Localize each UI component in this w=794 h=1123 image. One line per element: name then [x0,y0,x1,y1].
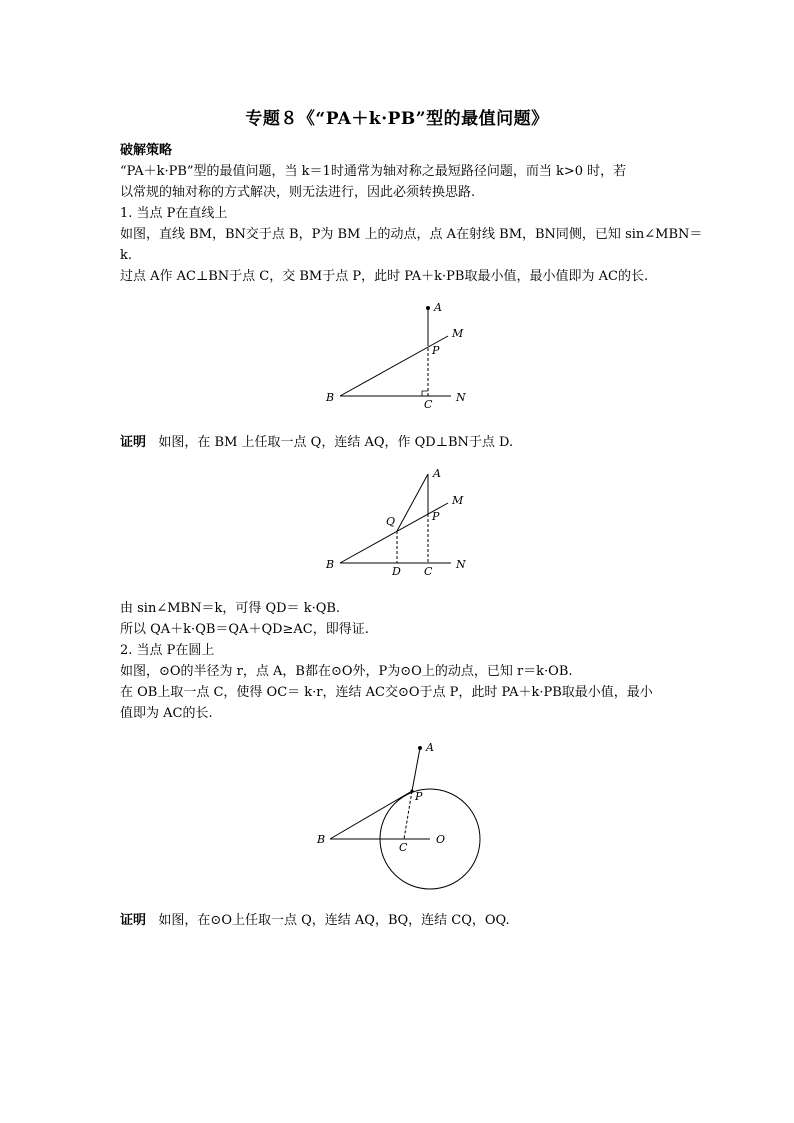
case2-heading: 2. 当点 P在圆上 [120,643,215,658]
label-B: B [326,558,335,571]
label-O: O [436,833,446,846]
case1-description-3: 过点 A作 AC⊥BN于点 C，交 BM于点 P，此时 PA＋k·PB取最小值，最小值即为 AC的长. [120,269,649,284]
segment-BP [330,791,412,839]
point-P [411,790,414,793]
case1-description-2: k. [120,248,133,263]
case2-description-1: 如图，⊙O的半径为 r，点 A，B都在⊙O外，P为⊙O上的动点，已知 r＝k·OB. [120,664,573,679]
right-angle-mark [422,391,428,396]
point-A [426,306,430,310]
label-B: B [317,833,326,846]
case1-conclusion-2: 所以 QA＋k·QB＝QA＋QD≥AC，即得证. [120,622,369,637]
page-title: 专题８《“PA＋k·PB”型的最值问题》 [245,109,549,129]
label-D: D [392,565,401,578]
label-M: M [452,327,464,340]
figure-3-circle-diagram [0,736,794,894]
label-P: P [415,790,423,803]
case1-conclusion-1: 由 sin∠MBN＝k，可得 QD＝ k·QB. [120,601,341,616]
label-C: C [424,398,433,411]
label-P: P [432,510,440,523]
proof-text: 如图，在 BM 上任取一点 Q，连结 AQ，作 QD⊥BN于点 D. [158,435,514,450]
label-A: A [426,741,434,754]
proof-text: 如图，在⊙O上任取一点 Q，连结 AQ，BQ，连结 CQ，OQ. [158,913,510,928]
label-N: N [456,391,466,404]
label-A: A [434,301,442,314]
figure-1-line-diagram [0,296,794,414]
label-Q: Q [386,515,396,528]
case2-proof [120,910,680,931]
case1-proof [120,432,680,453]
section-heading: 破解策略 [120,143,173,158]
intro-line-2: 以常规的轴对称的方式解决，则无法进行，因此必须转换思路. [120,185,476,200]
label-P: P [432,344,440,357]
case2-description-3: 值即为 AC的长. [120,706,213,721]
segment-PC-dashed [404,791,412,839]
label-N: N [456,558,466,571]
proof-label: 证明 [120,913,147,928]
proof-label: 证明 [120,435,147,450]
case1-description-1: 如图，直线 BM，BN交于点 B，P为 BM 上的动点，点 A在射线 BM，BN同侧，已知 sin∠MBN＝ [120,227,703,242]
figure-2-proof-diagram [0,462,794,580]
intro-line-1: “PA＋k·PB”型的最值问题，当 k＝1时通常为轴对称之最短路径问题，而当 k>0 时，若 [120,164,627,179]
case1-heading: 1. 当点 P在直线上 [120,206,228,221]
label-B: B [326,391,335,404]
label-A: A [433,467,441,480]
label-C: C [399,841,408,854]
segment-AP [412,748,420,791]
case2-description-2: 在 OB上取一点 C，使得 OC＝ k·r，连结 AC交⊙O于点 P，此时 PA＋k·PB取最小值，最小 [120,685,653,700]
point-A [418,746,422,750]
label-M: M [452,494,464,507]
label-C: C [424,565,433,578]
